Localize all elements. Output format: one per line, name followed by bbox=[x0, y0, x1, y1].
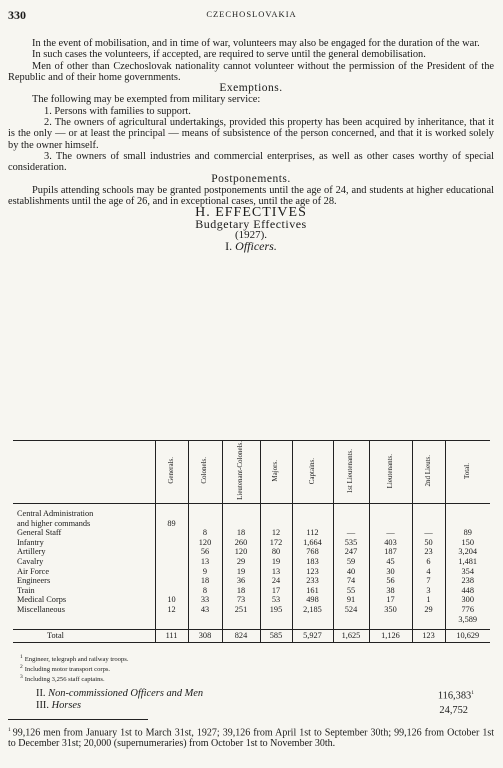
paragraph-mobilisation: In the event of mobilisation, and in time of war, volunteers may also be engaged for the duration of the war. bbox=[32, 38, 480, 49]
column-header: Generals. bbox=[155, 441, 188, 504]
officers-section-number: I. bbox=[225, 239, 233, 254]
table-cell bbox=[412, 509, 445, 519]
column-header: Lieutenants. bbox=[369, 441, 412, 504]
table-cell: 4 bbox=[412, 567, 445, 577]
column-header: 2nd Lieuts. bbox=[412, 441, 445, 504]
table-cell bbox=[333, 509, 369, 519]
row-label: Total bbox=[13, 630, 155, 643]
postponements-heading: Postponements. bbox=[211, 172, 291, 185]
other-effectives bbox=[36, 688, 476, 716]
table-row bbox=[13, 519, 490, 529]
table-row bbox=[13, 576, 490, 586]
exemptions-intro: The following may be exempted from military service: bbox=[32, 94, 261, 106]
table-cell bbox=[369, 615, 412, 625]
table-cell: 56 bbox=[188, 547, 222, 557]
column-header: Colonels. bbox=[188, 441, 222, 504]
officers-heading bbox=[8, 241, 494, 252]
table-cell: 824 bbox=[222, 630, 260, 643]
table-cell: 161 bbox=[292, 586, 333, 596]
row-label bbox=[13, 615, 155, 625]
table-cell: 29 bbox=[222, 557, 260, 567]
table-cell: 45 bbox=[369, 557, 412, 567]
table-cell: 10,629 bbox=[445, 630, 490, 643]
corner-cell bbox=[13, 441, 155, 504]
table-cell: 18 bbox=[188, 576, 222, 586]
table-cell: 238 bbox=[445, 576, 490, 586]
table-cell: 1 bbox=[412, 595, 445, 605]
table-cell: — bbox=[333, 528, 369, 538]
footnote-rule bbox=[8, 719, 148, 720]
table-cell bbox=[412, 519, 445, 529]
table-cell: 120 bbox=[188, 538, 222, 548]
table-header-row bbox=[13, 441, 490, 504]
table-cell: 19 bbox=[222, 567, 260, 577]
table-cell: 403 bbox=[369, 538, 412, 548]
table-cell: 3 bbox=[412, 586, 445, 596]
table-body bbox=[13, 504, 490, 643]
table-cell: 56 bbox=[369, 576, 412, 586]
running-title: CZECHOSLOVAKIA bbox=[206, 9, 297, 19]
table-cell: 354 bbox=[445, 567, 490, 577]
table-cell: 73 bbox=[222, 595, 260, 605]
table-cell: — bbox=[369, 528, 412, 538]
page-header bbox=[0, 8, 503, 24]
table-cell bbox=[222, 519, 260, 529]
table-row bbox=[13, 605, 490, 615]
table-row bbox=[13, 538, 490, 548]
table-cell bbox=[260, 519, 292, 529]
table-cell bbox=[155, 538, 188, 548]
table-cell: 36 bbox=[222, 576, 260, 586]
table-cell: 768 bbox=[292, 547, 333, 557]
budget-year: (1927). bbox=[234, 229, 268, 242]
table-cell: 23 bbox=[412, 547, 445, 557]
table-cell: 3,204 bbox=[445, 547, 490, 557]
table-cell bbox=[222, 615, 260, 625]
footnote: $^1$ 99,126 men from January 1st to March 31st, 1927; 39,126 from April 1st to September 30th; 99,126 from October 1st to December 31st; 20,000 (supernumeraries) from October 1st to November 30th. bbox=[8, 727, 494, 750]
table-cell: 187 bbox=[369, 547, 412, 557]
table-cell bbox=[155, 547, 188, 557]
table-cell bbox=[333, 615, 369, 625]
table-note: $^3$ Including 3,256 staff captains. bbox=[20, 673, 105, 684]
column-header: 1st Lieutenants. bbox=[333, 441, 369, 504]
exemption-item-3: 3. The owners of small industries and commercial enterprises, as well as other cases worthy of special consideration. bbox=[8, 150, 494, 174]
table-cell: 112 bbox=[292, 528, 333, 538]
table-cell: 172 bbox=[260, 538, 292, 548]
horses-row: III. Horses 24,752 bbox=[36, 700, 468, 716]
exemptions-heading: Exemptions. bbox=[219, 82, 283, 95]
table-cell bbox=[188, 615, 222, 625]
table-cell: 776 bbox=[445, 605, 490, 615]
table-cell bbox=[292, 615, 333, 625]
table-cell: 38 bbox=[369, 586, 412, 596]
table-cell: 89 bbox=[445, 528, 490, 538]
table-cell: 19 bbox=[260, 557, 292, 567]
table-cell bbox=[292, 509, 333, 519]
table-cell bbox=[445, 509, 490, 519]
table-cell: 247 bbox=[333, 547, 369, 557]
table-cell bbox=[333, 519, 369, 529]
table-cell: 50 bbox=[412, 538, 445, 548]
table-row bbox=[13, 528, 490, 538]
table-cell bbox=[292, 519, 333, 529]
table-cell: 195 bbox=[260, 605, 292, 615]
table-cell: 585 bbox=[260, 630, 292, 643]
table-note: $^1$ Engineer, telegraph and railway troops. bbox=[20, 654, 129, 664]
paragraph-foreign-nationals: Men of other than Czechoslovak nationality cannot volunteer without the permission of the President of the Republic and of their home governments. bbox=[8, 60, 494, 83]
row-label: Artillery bbox=[13, 547, 155, 557]
table-cell: 150 bbox=[445, 538, 490, 548]
table-cell: 74 bbox=[333, 576, 369, 586]
table-cell: 1,481 bbox=[445, 557, 490, 567]
table-cell bbox=[369, 509, 412, 519]
officers-section-title: Officers. bbox=[235, 239, 277, 254]
total-row bbox=[13, 630, 490, 643]
exemption-item-1: 1. Persons with families to support. bbox=[44, 105, 191, 117]
table-row bbox=[13, 509, 490, 519]
column-header: Total. bbox=[445, 441, 490, 504]
table-cell: 80 bbox=[260, 547, 292, 557]
table-cell: 18 bbox=[222, 528, 260, 538]
table-cell: 5,927 bbox=[292, 630, 333, 643]
table-cell: 91 bbox=[333, 595, 369, 605]
table-cell: 233 bbox=[292, 576, 333, 586]
table-cell bbox=[155, 509, 188, 519]
table-row bbox=[13, 615, 490, 625]
row-label: Train bbox=[13, 586, 155, 596]
table-cell bbox=[260, 509, 292, 519]
table-cell: 24 bbox=[260, 576, 292, 586]
table-cell: 30 bbox=[369, 567, 412, 577]
table-cell bbox=[155, 615, 188, 625]
table-cell: 43 bbox=[188, 605, 222, 615]
body-text bbox=[8, 38, 494, 253]
table-row bbox=[13, 557, 490, 567]
table-cell bbox=[369, 519, 412, 529]
row-label: Medical Corps bbox=[13, 595, 155, 605]
row-label: Miscellaneous bbox=[13, 605, 155, 615]
table-cell: 120 bbox=[222, 547, 260, 557]
table-cell: 12 bbox=[260, 528, 292, 538]
table-cell: 29 bbox=[412, 605, 445, 615]
row-label: Cavalry bbox=[13, 557, 155, 567]
table-row bbox=[13, 586, 490, 596]
table-cell: 9 bbox=[188, 567, 222, 577]
table-cell: 3,589 bbox=[445, 615, 490, 625]
effectives-heading: H. EFFECTIVES bbox=[195, 205, 307, 221]
table-cell: 448 bbox=[445, 586, 490, 596]
table-cell: 350 bbox=[369, 605, 412, 615]
table-cell: 498 bbox=[292, 595, 333, 605]
table-cell: 183 bbox=[292, 557, 333, 567]
paragraph-volunteers: In such cases the volunteers, if accepted, are required to serve until the general demobilisation. bbox=[32, 49, 426, 61]
table-cell: 1,625 bbox=[333, 630, 369, 643]
page-number: 330 bbox=[8, 8, 26, 22]
table-cell: 59 bbox=[333, 557, 369, 567]
exemption-item-2: 2. The owners of agricultural undertakings, provided this property has been acquired by inheritance, that it is the only — or at least the principal — means of subsistence of the person concerned, and that it is worked solely by the owner himself. bbox=[8, 117, 494, 151]
table-cell bbox=[222, 509, 260, 519]
table-cell: 33 bbox=[188, 595, 222, 605]
table-cell: 123 bbox=[412, 630, 445, 643]
table-cell: 12 bbox=[155, 605, 188, 615]
column-header: Lieutenant-Colonels. bbox=[222, 441, 260, 504]
table-cell: 1,664 bbox=[292, 538, 333, 548]
table-cell: 7 bbox=[412, 576, 445, 586]
column-header: Majors. bbox=[260, 441, 292, 504]
row-label: Air Force bbox=[13, 567, 155, 577]
table-cell: 8 bbox=[188, 528, 222, 538]
table-cell bbox=[155, 586, 188, 596]
table-cell bbox=[260, 615, 292, 625]
table-cell: 260 bbox=[222, 538, 260, 548]
table-cell bbox=[188, 519, 222, 529]
table-cell bbox=[155, 567, 188, 577]
table-cell: 308 bbox=[188, 630, 222, 643]
row-label: Central Administration bbox=[13, 509, 155, 519]
officers-table bbox=[13, 440, 490, 643]
postponements-text: Pupils attending schools may be granted postponements until the age of 24, and students at higher educational establishments until the age of 26, and in exceptional cases, until the age of 28. bbox=[8, 184, 494, 208]
table-cell: — bbox=[412, 528, 445, 538]
table-cell: 13 bbox=[260, 567, 292, 577]
table-cell bbox=[188, 509, 222, 519]
table-cell: 55 bbox=[333, 586, 369, 596]
row-label: Infantry bbox=[13, 538, 155, 548]
table-cell: 111 bbox=[155, 630, 188, 643]
table-cell: 300 bbox=[445, 595, 490, 605]
table-notes bbox=[20, 654, 128, 684]
table-cell: 6 bbox=[412, 557, 445, 567]
table-cell: 10 bbox=[155, 595, 188, 605]
table-cell: 251 bbox=[222, 605, 260, 615]
row-label: General Staff bbox=[13, 528, 155, 538]
table-cell bbox=[155, 528, 188, 538]
table-cell: 2,185 bbox=[292, 605, 333, 615]
table-cell bbox=[412, 615, 445, 625]
table-cell: 1,126 bbox=[369, 630, 412, 643]
table-cell bbox=[155, 576, 188, 586]
table-cell: 18 bbox=[222, 586, 260, 596]
table-cell bbox=[445, 519, 490, 529]
table-cell: 535 bbox=[333, 538, 369, 548]
table-row bbox=[13, 567, 490, 577]
table-cell: 13 bbox=[188, 557, 222, 567]
row-label: Engineers bbox=[13, 576, 155, 586]
table-cell: 53 bbox=[260, 595, 292, 605]
table-cell: 17 bbox=[260, 586, 292, 596]
table-row bbox=[13, 547, 490, 557]
budgetary-effectives-heading: Budgetary Effectives bbox=[195, 216, 307, 231]
row-label: and higher commands bbox=[13, 519, 155, 529]
table-cell bbox=[155, 557, 188, 567]
table-row bbox=[13, 595, 490, 605]
table-note: $^2$ Including motor transport corps. bbox=[20, 663, 111, 674]
table-cell: 8 bbox=[188, 586, 222, 596]
table-cell: 89 bbox=[155, 519, 188, 529]
nco-row: II. Non-commissioned Officers and Men 116,383$^1$ bbox=[36, 688, 474, 702]
table-cell: 123 bbox=[292, 567, 333, 577]
table-cell: 17 bbox=[369, 595, 412, 605]
table-cell: 524 bbox=[333, 605, 369, 615]
column-header: Captains. bbox=[292, 441, 333, 504]
table-cell: 40 bbox=[333, 567, 369, 577]
